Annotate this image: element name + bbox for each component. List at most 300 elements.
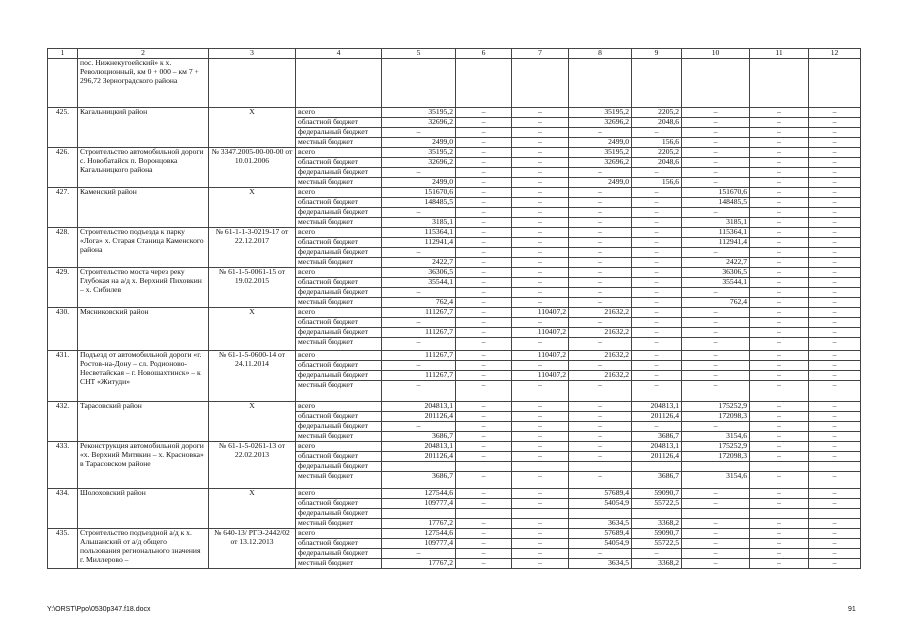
empty-cell <box>569 59 632 108</box>
value-cell: – <box>809 442 861 452</box>
value-cell: – <box>456 361 512 371</box>
header-cell: 3 <box>209 49 296 59</box>
value-cell: – <box>456 118 512 128</box>
value-cell: 57689,4 <box>569 489 632 499</box>
value-cell: – <box>682 138 750 148</box>
object-name-cell: Мясниковский район <box>78 308 209 351</box>
footer-file-path: Y:\ORST\Ppo\0530p347.f18.docx <box>47 606 151 613</box>
value-cell: – <box>512 452 569 462</box>
value-cell: – <box>512 422 569 432</box>
value-cell: – <box>456 158 512 168</box>
value-cell: 35195,2 <box>382 148 456 158</box>
value-cell: – <box>682 422 750 432</box>
object-name-cell: Строительство подъездной а/д к х. Альшанский от а/д общего пользования регионального значения г. Миллерово – <box>78 529 209 569</box>
value-cell: – <box>456 308 512 318</box>
value-cell: – <box>750 549 809 559</box>
empty-cell <box>809 59 861 108</box>
continuation-row <box>48 59 861 108</box>
value-cell: – <box>809 208 861 218</box>
value-cell: – <box>750 338 809 351</box>
value-cell: 3634,5 <box>569 559 632 569</box>
value-cell: – <box>512 412 569 422</box>
value-cell: – <box>750 208 809 218</box>
value-cell: 115364,1 <box>382 228 456 238</box>
value-cell: – <box>682 118 750 128</box>
row-number-cell: 429. <box>48 268 78 308</box>
value-cell: 35195,2 <box>569 148 632 158</box>
value-cell: – <box>809 371 861 381</box>
budget-source-cell: федеральный бюджет <box>296 288 382 298</box>
value-cell: – <box>750 308 809 318</box>
object-name-cell: Строительство подъезда к парку «Лога» х. Старая Станица Каменского района <box>78 228 209 268</box>
value-cell: – <box>456 198 512 208</box>
value-cell: – <box>512 549 569 559</box>
value-cell: – <box>632 198 682 208</box>
value-cell: – <box>456 539 512 549</box>
value-cell: – <box>750 138 809 148</box>
object-name-cell: Строительство моста через реку Глубокая на а/д х. Верхний Пиховкин – х. Сибилев <box>78 268 209 308</box>
value-cell: – <box>632 308 682 318</box>
value-cell: – <box>809 412 861 422</box>
value-cell: 35544,1 <box>682 278 750 288</box>
value-cell: – <box>632 298 682 308</box>
value-cell: – <box>569 402 632 412</box>
value-cell: 115364,1 <box>682 228 750 238</box>
value-cell: – <box>682 338 750 351</box>
value-cell: 55722,5 <box>632 499 682 509</box>
value-cell: 3686,7 <box>632 472 682 489</box>
value-cell: – <box>750 422 809 432</box>
value-cell: – <box>512 128 569 138</box>
budget-source-cell: федеральный бюджет <box>296 462 382 472</box>
value-cell <box>682 462 750 472</box>
value-cell: – <box>750 268 809 278</box>
value-cell: – <box>569 168 632 178</box>
budget-source-cell: областной бюджет <box>296 361 382 371</box>
budget-source-cell: всего <box>296 402 382 412</box>
value-cell: – <box>569 422 632 432</box>
value-cell: – <box>456 218 512 228</box>
value-cell: 204813,1 <box>382 402 456 412</box>
value-cell: – <box>809 381 861 402</box>
budget-source-cell: областной бюджет <box>296 278 382 288</box>
row-number-cell: 428. <box>48 228 78 268</box>
header-cell: 7 <box>512 49 569 59</box>
value-cell <box>682 509 750 519</box>
budget-source-cell: областной бюджет <box>296 499 382 509</box>
value-cell: 3368,2 <box>632 559 682 569</box>
value-cell: – <box>632 328 682 338</box>
value-cell: 175252,9 <box>682 402 750 412</box>
value-cell: 2205,2 <box>632 108 682 118</box>
value-cell: – <box>750 228 809 238</box>
value-cell: 175252,9 <box>682 442 750 452</box>
value-cell: 112941,4 <box>682 238 750 248</box>
value-cell: – <box>750 248 809 258</box>
value-cell: – <box>456 138 512 148</box>
value-cell: – <box>682 559 750 569</box>
value-cell: – <box>569 258 632 268</box>
value-cell: 57689,4 <box>569 529 632 539</box>
value-cell: – <box>809 198 861 208</box>
value-cell: – <box>809 248 861 258</box>
value-cell: – <box>750 559 809 569</box>
value-cell: – <box>512 529 569 539</box>
value-cell: 201126,4 <box>632 452 682 462</box>
value-cell: – <box>682 539 750 549</box>
value-cell: 21632,2 <box>569 308 632 318</box>
value-cell: – <box>512 118 569 128</box>
value-cell: – <box>750 158 809 168</box>
value-cell: – <box>456 268 512 278</box>
table-row <box>48 351 861 361</box>
value-cell: – <box>569 188 632 198</box>
header-cell: 1 <box>48 49 78 59</box>
value-cell: – <box>456 258 512 268</box>
value-cell: 762,4 <box>682 298 750 308</box>
value-cell: 36306,5 <box>382 268 456 278</box>
value-cell: – <box>750 361 809 371</box>
value-cell: – <box>750 519 809 529</box>
header-cell: 9 <box>632 49 682 59</box>
value-cell: – <box>382 288 456 298</box>
value-cell: – <box>809 361 861 371</box>
document-code-cell: № 640-13/ РГЭ-2442/02 от 13.12.2013 <box>209 529 296 569</box>
value-cell: – <box>632 128 682 138</box>
document-code-cell: Х <box>209 108 296 148</box>
value-cell: – <box>382 168 456 178</box>
value-cell: – <box>750 472 809 489</box>
value-cell: – <box>569 268 632 278</box>
value-cell: – <box>569 278 632 288</box>
value-cell: – <box>750 328 809 338</box>
value-cell: 3154,6 <box>682 432 750 442</box>
value-cell: – <box>512 208 569 218</box>
budget-source-cell: местный бюджет <box>296 178 382 188</box>
value-cell: – <box>569 381 632 402</box>
value-cell: – <box>512 238 569 248</box>
value-cell: – <box>456 472 512 489</box>
value-cell: 111267,7 <box>382 371 456 381</box>
value-cell: 201126,4 <box>382 452 456 462</box>
value-cell: – <box>809 148 861 158</box>
value-cell: – <box>512 519 569 529</box>
budget-source-cell: всего <box>296 529 382 539</box>
value-cell <box>809 462 861 472</box>
value-cell: – <box>682 248 750 258</box>
value-cell: – <box>750 238 809 248</box>
value-cell <box>750 509 809 519</box>
value-cell <box>456 462 512 472</box>
value-cell: – <box>809 559 861 569</box>
budget-source-cell: всего <box>296 442 382 452</box>
value-cell: – <box>809 138 861 148</box>
object-name-cell: Подъезд от автомобильной дороги «г. Ростов-на-Дону – сл. Родионово-Несветайская – г. Новошахтинск» – к СНТ «Житуди» <box>78 351 209 402</box>
document-code-cell: Х <box>209 402 296 442</box>
value-cell: 2048,6 <box>632 158 682 168</box>
value-cell: – <box>512 442 569 452</box>
value-cell: 21632,2 <box>569 371 632 381</box>
value-cell: – <box>750 529 809 539</box>
header-cell: 10 <box>682 49 750 59</box>
value-cell: – <box>750 278 809 288</box>
value-cell: – <box>456 288 512 298</box>
value-cell: – <box>512 198 569 208</box>
value-cell: – <box>569 432 632 442</box>
value-cell: – <box>809 118 861 128</box>
value-cell: – <box>682 148 750 158</box>
value-cell: – <box>809 499 861 509</box>
value-cell: – <box>456 298 512 308</box>
value-cell: – <box>682 519 750 529</box>
value-cell: – <box>512 402 569 412</box>
value-cell: – <box>750 168 809 178</box>
value-cell: – <box>809 529 861 539</box>
value-cell: – <box>682 499 750 509</box>
value-cell: – <box>512 108 569 118</box>
value-cell: 3185,1 <box>382 218 456 228</box>
header-cell: 8 <box>569 49 632 59</box>
value-cell: 127544,6 <box>382 489 456 499</box>
value-cell: – <box>456 371 512 381</box>
budget-source-cell: областной бюджет <box>296 158 382 168</box>
table-row <box>48 148 861 158</box>
value-cell: – <box>382 338 456 351</box>
value-cell: – <box>569 228 632 238</box>
value-cell: 32696,2 <box>569 118 632 128</box>
value-cell: – <box>750 351 809 361</box>
value-cell: 55722,5 <box>632 539 682 549</box>
value-cell: – <box>682 529 750 539</box>
budget-source-cell: областной бюджет <box>296 118 382 128</box>
budget-source-cell: всего <box>296 108 382 118</box>
value-cell: – <box>512 539 569 549</box>
budget-source-cell: местный бюджет <box>296 338 382 351</box>
empty-cell <box>750 59 809 108</box>
value-cell: – <box>569 338 632 351</box>
table-row <box>48 268 861 278</box>
value-cell: 111267,7 <box>382 351 456 361</box>
budget-source-cell: федеральный бюджет <box>296 128 382 138</box>
object-name-cell: Кагальницкий район <box>78 108 209 148</box>
value-cell: 110407,2 <box>512 371 569 381</box>
table-row <box>48 308 861 318</box>
value-cell: 110407,2 <box>512 351 569 361</box>
value-cell: 35544,1 <box>382 278 456 288</box>
value-cell: – <box>682 381 750 402</box>
value-cell: – <box>512 278 569 288</box>
value-cell: – <box>632 218 682 228</box>
value-cell: – <box>382 361 456 371</box>
value-cell: – <box>809 489 861 499</box>
value-cell <box>809 509 861 519</box>
value-cell: – <box>632 248 682 258</box>
value-cell: 59090,7 <box>632 529 682 539</box>
value-cell: – <box>809 452 861 462</box>
value-cell: 17767,2 <box>382 519 456 529</box>
value-cell: 109777,4 <box>382 539 456 549</box>
value-cell: – <box>512 158 569 168</box>
value-cell: – <box>809 238 861 248</box>
value-cell: – <box>512 168 569 178</box>
value-cell: 204813,1 <box>632 442 682 452</box>
value-cell: – <box>632 268 682 278</box>
budget-source-cell: федеральный бюджет <box>296 168 382 178</box>
value-cell: – <box>750 118 809 128</box>
empty-cell <box>512 59 569 108</box>
value-cell: – <box>809 278 861 288</box>
value-cell: 156,6 <box>632 138 682 148</box>
value-cell: – <box>456 148 512 158</box>
object-name-cell: Реконструкция автомобильной дороги «х. Верхний Митякин – х. Красновка» в Тарасовском районе <box>78 442 209 489</box>
value-cell: – <box>750 298 809 308</box>
value-cell: – <box>456 559 512 569</box>
value-cell <box>512 462 569 472</box>
budget-source-cell: всего <box>296 489 382 499</box>
value-cell: – <box>750 258 809 268</box>
value-cell: – <box>569 298 632 308</box>
value-cell: – <box>456 208 512 218</box>
value-cell: 2422,7 <box>682 258 750 268</box>
header-cell: 5 <box>382 49 456 59</box>
value-cell: – <box>569 361 632 371</box>
value-cell: – <box>456 338 512 351</box>
value-cell: 2422,7 <box>382 258 456 268</box>
value-cell: – <box>456 351 512 361</box>
value-cell: – <box>512 381 569 402</box>
value-cell: – <box>632 351 682 361</box>
value-cell: – <box>456 278 512 288</box>
value-cell: 172098,3 <box>682 452 750 462</box>
value-cell: – <box>750 128 809 138</box>
value-cell: – <box>809 432 861 442</box>
value-cell <box>569 462 632 472</box>
document-code-cell: № 61-1-1-3-0219-17 от 22.12.2017 <box>209 228 296 268</box>
value-cell: – <box>682 318 750 328</box>
empty-cell <box>632 59 682 108</box>
value-cell: – <box>809 218 861 228</box>
empty-cell <box>296 59 382 108</box>
budget-source-cell: местный бюджет <box>296 432 382 442</box>
value-cell: 2499,0 <box>382 138 456 148</box>
value-cell: – <box>456 128 512 138</box>
value-cell: – <box>809 168 861 178</box>
value-cell: – <box>750 499 809 509</box>
value-cell: – <box>456 188 512 198</box>
budget-source-cell: областной бюджет <box>296 539 382 549</box>
value-cell: – <box>809 318 861 328</box>
value-cell: – <box>750 489 809 499</box>
value-cell: – <box>809 422 861 432</box>
value-cell: – <box>809 158 861 168</box>
document-code-cell: № 61-1-5-0600-14 от 24.11.2014 <box>209 351 296 402</box>
value-cell: 127544,6 <box>382 529 456 539</box>
value-cell: – <box>456 328 512 338</box>
value-cell: – <box>750 108 809 118</box>
budget-table <box>47 48 861 569</box>
budget-source-cell: федеральный бюджет <box>296 208 382 218</box>
value-cell <box>382 462 456 472</box>
header-cell: 12 <box>809 49 861 59</box>
value-cell: – <box>569 218 632 228</box>
value-cell: – <box>632 338 682 351</box>
budget-source-cell: областной бюджет <box>296 318 382 328</box>
value-cell: – <box>809 228 861 238</box>
value-cell: 2048,6 <box>632 118 682 128</box>
value-cell: – <box>456 489 512 499</box>
value-cell: – <box>682 361 750 371</box>
budget-source-cell: местный бюджет <box>296 258 382 268</box>
header-cell: 4 <box>296 49 382 59</box>
value-cell: 21632,2 <box>569 328 632 338</box>
row-number-cell: 433. <box>48 442 78 489</box>
value-cell: – <box>569 412 632 422</box>
value-cell: 151670,6 <box>682 188 750 198</box>
value-cell: – <box>512 148 569 158</box>
value-cell: – <box>382 549 456 559</box>
value-cell: – <box>512 361 569 371</box>
value-cell: – <box>456 549 512 559</box>
value-cell: – <box>682 328 750 338</box>
table-row <box>48 529 861 539</box>
value-cell: 32696,2 <box>382 158 456 168</box>
table-row <box>48 228 861 238</box>
budget-source-cell: федеральный бюджет <box>296 248 382 258</box>
budget-source-cell: местный бюджет <box>296 138 382 148</box>
value-cell: – <box>456 381 512 402</box>
value-cell: 204813,1 <box>382 442 456 452</box>
empty-cell <box>682 59 750 108</box>
budget-source-cell: местный бюджет <box>296 298 382 308</box>
value-cell: 35195,2 <box>569 108 632 118</box>
value-cell: – <box>632 228 682 238</box>
table-row <box>48 402 861 412</box>
value-cell: – <box>809 519 861 529</box>
budget-source-cell: всего <box>296 148 382 158</box>
value-cell: – <box>750 442 809 452</box>
value-cell: – <box>809 108 861 118</box>
document-code-cell: № 3347.2005-00-00-00 от 10.01.2006 <box>209 148 296 188</box>
budget-source-cell: федеральный бюджет <box>296 371 382 381</box>
value-cell: 21632,2 <box>569 351 632 361</box>
value-cell: – <box>632 381 682 402</box>
page-number: 91 <box>848 606 856 613</box>
value-cell: 156,6 <box>632 178 682 188</box>
table-row <box>48 108 861 118</box>
budget-source-cell: всего <box>296 228 382 238</box>
row-number-cell: 425. <box>48 108 78 148</box>
value-cell: – <box>750 402 809 412</box>
value-cell: – <box>632 422 682 432</box>
value-cell: 172098,3 <box>682 412 750 422</box>
value-cell: – <box>632 278 682 288</box>
value-cell: – <box>750 381 809 402</box>
value-cell: – <box>682 371 750 381</box>
value-cell: – <box>512 318 569 328</box>
value-cell: 201126,4 <box>632 412 682 422</box>
value-cell: – <box>750 188 809 198</box>
value-cell: – <box>456 248 512 258</box>
budget-source-cell: областной бюджет <box>296 412 382 422</box>
value-cell: 110407,2 <box>512 328 569 338</box>
value-cell: – <box>809 288 861 298</box>
budget-source-cell: местный бюджет <box>296 218 382 228</box>
value-cell: – <box>682 158 750 168</box>
value-cell <box>750 462 809 472</box>
empty-cell <box>209 59 296 108</box>
value-cell: – <box>512 432 569 442</box>
budget-table-container <box>47 48 860 569</box>
